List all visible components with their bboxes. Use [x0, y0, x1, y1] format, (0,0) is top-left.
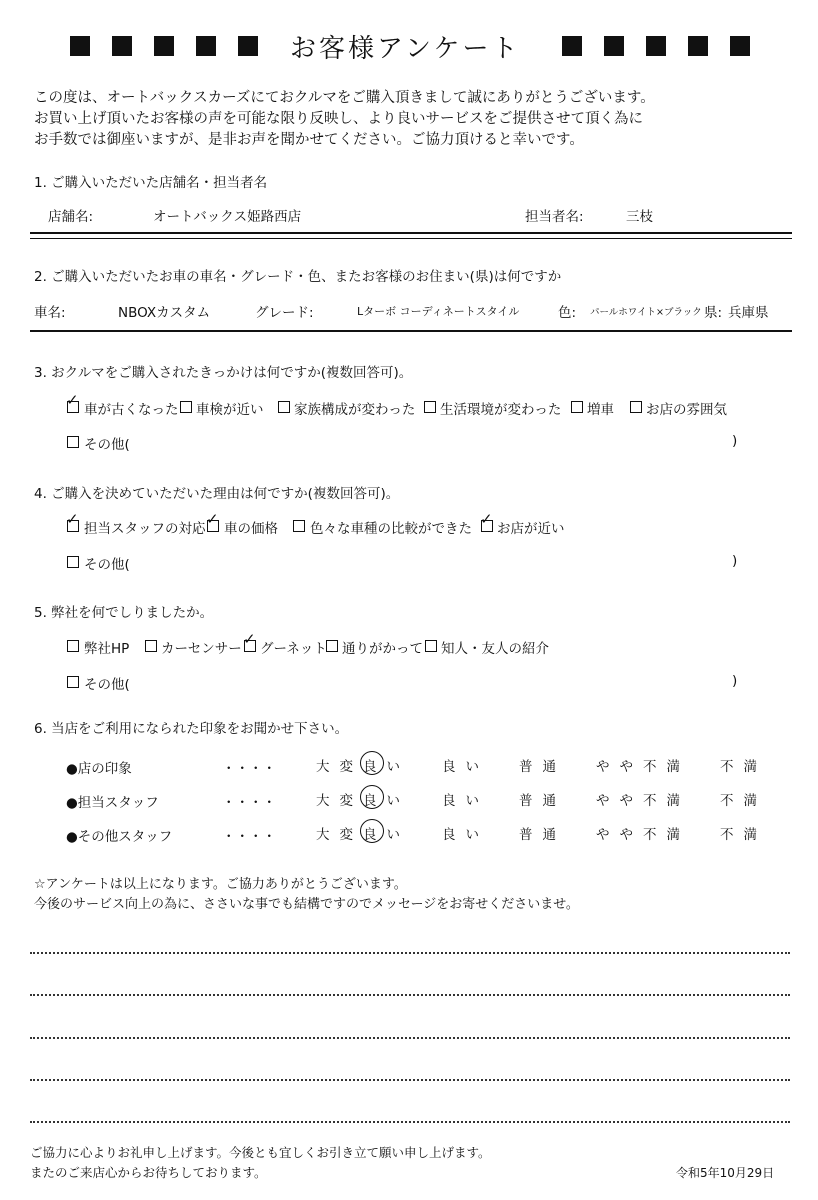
prefecture-value[interactable]: 兵庫県	[728, 305, 769, 321]
car-label: 車名:	[34, 305, 66, 321]
option-label: 家族構成が変わった	[294, 402, 416, 418]
option-label: 増車	[587, 402, 614, 418]
title-square-decoration	[196, 36, 216, 56]
rating-option-good[interactable]: 良い	[442, 759, 489, 775]
grade-label: グレード:	[255, 305, 314, 321]
question-5-heading: 5. 弊社を何でしりましたか。	[34, 605, 214, 621]
footer-line: またのご来店心からお待ちしております。	[30, 1165, 267, 1180]
rating-option-somewhat-dissatisfied[interactable]: やや不満	[596, 793, 690, 809]
checkbox-q5-website[interactable]	[67, 640, 79, 652]
checkbox-q4-other[interactable]	[67, 556, 79, 568]
rating-option-dissatisfied[interactable]: 不満	[720, 759, 767, 775]
leader-dots: ・・・・	[222, 761, 276, 777]
color-label: 色:	[558, 305, 577, 321]
prefecture-label: 県:	[704, 305, 723, 321]
staff-label: 担当者名:	[525, 209, 584, 225]
title-square-decoration	[562, 36, 582, 56]
checkbox-q3-inspection[interactable]	[180, 401, 192, 413]
selection-circle-icon	[360, 819, 384, 843]
rating-option-neutral[interactable]: 普通	[519, 827, 566, 843]
option-label: お店が近い	[497, 521, 565, 537]
leader-dots: ・・・・	[222, 795, 276, 811]
checkmark-icon: ✓	[480, 510, 493, 528]
checkmark-icon: ✓	[66, 510, 79, 528]
option-label: 弊社HP	[84, 641, 130, 657]
message-line[interactable]	[30, 952, 790, 954]
option-label: 色々な車種の比較ができた	[310, 521, 472, 537]
rating-option-very-good[interactable]: 大変良い	[316, 759, 410, 775]
rating-option-neutral[interactable]: 普通	[519, 759, 566, 775]
grade-value[interactable]: Lターボ コーディネートスタイル	[357, 305, 520, 318]
title-square-decoration	[70, 36, 90, 56]
message-line[interactable]	[30, 994, 790, 996]
question-3-heading: 3. おクルマをご購入されたきっかけは何ですか(複数回答可)。	[34, 365, 413, 381]
checkbox-q5-referral[interactable]	[425, 640, 437, 652]
title-square-decoration	[154, 36, 174, 56]
option-label: 車検が近い	[196, 402, 264, 418]
footer-date: 令和5年10月29日	[676, 1166, 775, 1180]
rating-row-label: ●その他スタッフ	[66, 829, 173, 845]
other-close: )	[732, 433, 738, 449]
store-value[interactable]: オートバックス姫路西店	[153, 209, 302, 225]
option-label: 知人・友人の紹介	[441, 641, 549, 657]
checkbox-q5-other[interactable]	[67, 676, 79, 688]
question-6-heading: 6. 当店をご利用になられた印象をお聞かせ下さい。	[34, 721, 349, 737]
selection-circle-icon	[360, 785, 384, 809]
checkbox-q5-passing[interactable]	[326, 640, 338, 652]
option-label: グーネット	[260, 641, 327, 657]
checkbox-q3-other[interactable]	[67, 436, 79, 448]
title-square-decoration	[112, 36, 132, 56]
rating-option-neutral[interactable]: 普通	[519, 793, 566, 809]
title-square-decoration	[604, 36, 624, 56]
checkmark-icon: ✓	[206, 510, 219, 528]
rating-option-dissatisfied[interactable]: 不満	[720, 827, 767, 843]
other-close: )	[732, 553, 738, 569]
title-square-decoration	[730, 36, 750, 56]
rating-option-dissatisfied[interactable]: 不満	[720, 793, 767, 809]
other-close: )	[732, 673, 738, 689]
other-label: その他(	[84, 557, 130, 573]
option-label: お店の雰囲気	[646, 402, 727, 418]
checkbox-q3-atmosphere[interactable]	[630, 401, 642, 413]
option-label: 担当スタッフの対応	[84, 521, 206, 537]
closing-line: ☆アンケートは以上になります。ご協力ありがとうございます。	[34, 877, 407, 892]
option-label: カーセンサー	[161, 641, 242, 657]
title-square-decoration	[238, 36, 258, 56]
checkmark-icon: ✓	[66, 391, 79, 409]
car-value[interactable]: NBOXカスタム	[118, 305, 211, 321]
divider	[30, 238, 792, 239]
message-line[interactable]	[30, 1121, 790, 1123]
staff-value[interactable]: 三枝	[626, 209, 653, 225]
message-line[interactable]	[30, 1079, 790, 1081]
rating-row-label: ●店の印象	[66, 761, 132, 777]
rating-row-label: ●担当スタッフ	[66, 795, 159, 811]
other-label: その他(	[84, 437, 130, 453]
checkbox-q3-additional[interactable]	[571, 401, 583, 413]
other-label: その他(	[84, 677, 130, 693]
checkbox-q3-lifestyle[interactable]	[424, 401, 436, 413]
intro-line: お買い上げ頂いたお客様の声を可能な限り反映し、より良いサービスをご提供させて頂く為に	[34, 111, 643, 127]
rating-option-somewhat-dissatisfied[interactable]: やや不満	[596, 759, 690, 775]
question-1-heading: 1. ご購入いただいた店舗名・担当者名	[34, 175, 268, 191]
closing-line: 今後のサービス向上の為に、ささいな事でも結構ですのでメッセージをお寄せくださいませ。	[34, 897, 579, 912]
title-square-decoration	[646, 36, 666, 56]
option-label: 通りがかって	[342, 641, 423, 657]
rating-option-somewhat-dissatisfied[interactable]: やや不満	[596, 827, 690, 843]
question-4-heading: 4. ご購入を決めていただいた理由は何ですか(複数回答可)。	[34, 486, 400, 502]
rating-option-very-good[interactable]: 大変良い	[316, 827, 410, 843]
rating-option-good[interactable]: 良い	[442, 793, 489, 809]
leader-dots: ・・・・	[222, 829, 276, 845]
message-line[interactable]	[30, 1037, 790, 1039]
checkbox-q3-family[interactable]	[278, 401, 290, 413]
intro-line: お手数では御座いますが、是非お声を聞かせてください。ご協力頂けると幸いです。	[34, 132, 584, 148]
selection-circle-icon	[360, 751, 384, 775]
store-label: 店舗名:	[48, 209, 94, 225]
checkbox-q4-compare[interactable]	[293, 520, 305, 532]
divider	[30, 232, 792, 234]
option-label: 生活環境が変わった	[440, 402, 562, 418]
color-value[interactable]: パールホワイト×ブラック	[590, 307, 702, 318]
question-2-heading: 2. ご購入いただいたお車の車名・グレード・色、またお客様のお住まい(県)は何ですか	[34, 269, 562, 285]
rating-option-good[interactable]: 良い	[442, 827, 489, 843]
checkmark-icon: ✓	[243, 630, 256, 648]
rating-option-very-good[interactable]: 大変良い	[316, 793, 410, 809]
title-square-decoration	[688, 36, 708, 56]
title-row	[0, 28, 818, 62]
checkbox-q5-carsensor[interactable]	[145, 640, 157, 652]
divider	[30, 330, 792, 332]
option-label: 車の価格	[224, 521, 278, 537]
footer-line: ご協力に心よりお礼申し上げます。今後とも宜しくお引き立て願い申し上げます。	[30, 1145, 491, 1160]
intro-text	[34, 88, 794, 151]
page-title: お客様アンケート	[290, 34, 521, 64]
option-label: 車が古くなった	[84, 402, 179, 418]
intro-line: この度は、オートバックスカーズにておクルマをご購入頂きまして誠にありがとうございます。	[34, 90, 655, 106]
